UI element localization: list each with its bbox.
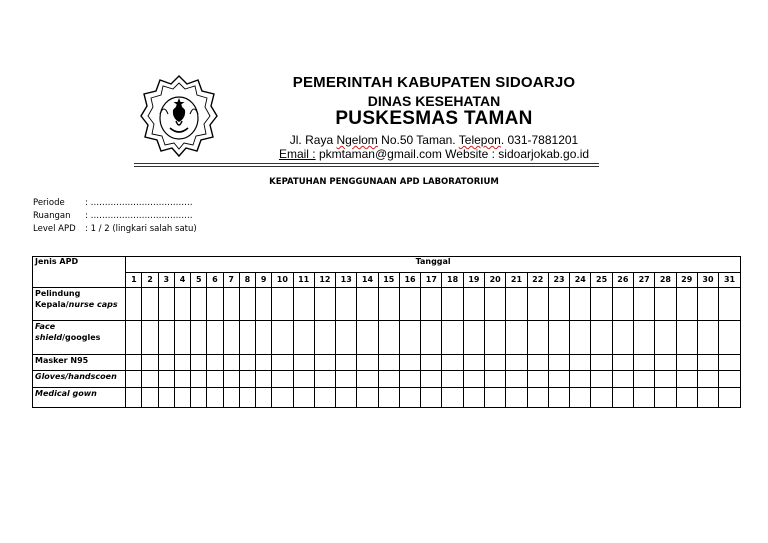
check-cell[interactable] <box>207 321 223 355</box>
check-cell[interactable] <box>293 287 314 321</box>
check-cell[interactable] <box>378 354 399 370</box>
date-cell: 30 <box>697 273 718 287</box>
address-phone-word: Telepon <box>458 133 501 147</box>
date-row <box>33 273 741 287</box>
check-cell[interactable] <box>142 287 158 321</box>
check-cell[interactable] <box>570 387 591 407</box>
check-cell[interactable] <box>719 387 741 407</box>
check-cell[interactable] <box>272 354 293 370</box>
check-cell[interactable] <box>399 354 420 370</box>
check-cell[interactable] <box>293 387 314 407</box>
check-cell[interactable] <box>399 387 420 407</box>
check-cell[interactable] <box>442 354 463 370</box>
check-cell[interactable] <box>191 371 207 387</box>
meta-periode <box>33 198 193 208</box>
email-website: pkmtaman@gmail.com Website : sidoarjokab.go.id <box>315 147 590 161</box>
check-cell[interactable] <box>207 387 223 407</box>
check-cell[interactable] <box>634 354 655 370</box>
check-cell[interactable] <box>655 387 676 407</box>
check-cell[interactable] <box>463 321 484 355</box>
date-cell: 5 <box>191 273 207 287</box>
check-cell[interactable] <box>142 371 158 387</box>
date-cell: 4 <box>174 273 190 287</box>
check-cell[interactable] <box>719 371 741 387</box>
check-cell[interactable] <box>442 287 463 321</box>
check-cell[interactable] <box>485 354 506 370</box>
ruangan-label: Ruangan <box>33 211 71 221</box>
date-cell: 24 <box>570 273 591 287</box>
check-cell[interactable] <box>158 354 174 370</box>
check-cell[interactable] <box>421 387 442 407</box>
apd-label-line1: Medical gown <box>35 388 97 398</box>
letterhead-divider-top <box>134 163 599 164</box>
check-cell[interactable] <box>272 371 293 387</box>
check-cell[interactable] <box>272 387 293 407</box>
check-cell[interactable] <box>548 287 569 321</box>
check-cell[interactable] <box>126 321 142 355</box>
date-cell: 19 <box>463 273 484 287</box>
check-cell[interactable] <box>506 321 527 355</box>
apd-label-line1: Masker N95 <box>35 355 89 365</box>
date-cell: 2 <box>142 273 158 287</box>
apd-row <box>33 354 741 370</box>
apd-label-line1: Gloves/handscoen <box>35 372 117 382</box>
check-cell[interactable] <box>174 321 190 355</box>
check-cell[interactable] <box>256 387 272 407</box>
check-cell[interactable] <box>442 387 463 407</box>
check-cell[interactable] <box>239 387 255 407</box>
check-cell[interactable] <box>314 321 335 355</box>
check-cell[interactable] <box>591 287 612 321</box>
check-cell[interactable] <box>378 287 399 321</box>
check-cell[interactable] <box>207 371 223 387</box>
check-cell[interactable] <box>357 371 378 387</box>
check-cell[interactable] <box>570 354 591 370</box>
date-cell: 10 <box>272 273 293 287</box>
check-cell[interactable] <box>591 354 612 370</box>
letterhead-government: PEMERINTAH KABUPATEN SIDOARJO <box>292 74 576 91</box>
apd-label-line2-a: Kepala/ <box>35 299 69 309</box>
check-cell[interactable] <box>591 371 612 387</box>
check-cell[interactable] <box>612 354 633 370</box>
check-cell[interactable] <box>634 387 655 407</box>
apd-compliance-table <box>32 256 741 408</box>
date-cell: 12 <box>314 273 335 287</box>
date-cell: 29 <box>676 273 697 287</box>
date-cell: 14 <box>357 273 378 287</box>
check-cell[interactable] <box>207 354 223 370</box>
check-cell[interactable] <box>527 354 548 370</box>
check-cell[interactable] <box>357 321 378 355</box>
check-cell[interactable] <box>676 287 697 321</box>
check-cell[interactable] <box>293 321 314 355</box>
check-cell[interactable] <box>158 287 174 321</box>
check-cell[interactable] <box>191 354 207 370</box>
check-cell[interactable] <box>591 387 612 407</box>
apd-row <box>33 287 741 321</box>
check-cell[interactable] <box>314 354 335 370</box>
date-cell: 15 <box>378 273 399 287</box>
address-prefix: Jl. Raya <box>289 133 337 147</box>
check-cell[interactable] <box>676 371 697 387</box>
check-cell[interactable] <box>506 287 527 321</box>
date-cell: 6 <box>207 273 223 287</box>
check-cell[interactable] <box>223 354 239 370</box>
check-cell[interactable] <box>142 387 158 407</box>
date-cell: 28 <box>655 273 676 287</box>
apd-label <box>33 387 126 407</box>
check-cell[interactable] <box>293 371 314 387</box>
check-cell[interactable] <box>719 287 741 321</box>
date-cell: 31 <box>719 273 741 287</box>
date-cell: 3 <box>158 273 174 287</box>
periode-value: : ……………………………… <box>85 198 193 208</box>
header-row <box>33 257 741 273</box>
check-cell[interactable] <box>399 287 420 321</box>
date-cell: 26 <box>612 273 633 287</box>
check-cell[interactable] <box>485 287 506 321</box>
check-cell[interactable] <box>174 354 190 370</box>
date-cell: 18 <box>442 273 463 287</box>
check-cell[interactable] <box>421 287 442 321</box>
check-cell[interactable] <box>655 371 676 387</box>
check-cell[interactable] <box>239 354 255 370</box>
periode-label: Periode <box>33 198 65 208</box>
check-cell[interactable] <box>463 371 484 387</box>
check-cell[interactable] <box>719 354 741 370</box>
check-cell[interactable] <box>676 321 697 355</box>
check-cell[interactable] <box>223 321 239 355</box>
check-cell[interactable] <box>463 387 484 407</box>
date-cell: 21 <box>506 273 527 287</box>
letterhead-institution: PUSKESMAS TAMAN <box>335 108 533 129</box>
check-cell[interactable] <box>442 321 463 355</box>
check-cell[interactable] <box>421 354 442 370</box>
check-cell[interactable] <box>158 371 174 387</box>
date-cell: 1 <box>126 273 142 287</box>
check-cell[interactable] <box>591 321 612 355</box>
check-cell[interactable] <box>527 371 548 387</box>
date-cell: 17 <box>421 273 442 287</box>
email-label: Email : <box>278 147 316 161</box>
check-cell[interactable] <box>442 371 463 387</box>
check-cell[interactable] <box>548 371 569 387</box>
check-cell[interactable] <box>612 371 633 387</box>
level-label: Level APD <box>33 224 76 234</box>
check-cell[interactable] <box>399 321 420 355</box>
check-cell[interactable] <box>697 387 718 407</box>
apd-label <box>33 321 126 355</box>
apd-row <box>33 387 741 407</box>
check-cell[interactable] <box>336 287 357 321</box>
apd-label-line2 <box>35 332 123 343</box>
apd-label-line2-b: nurse caps <box>68 299 118 309</box>
check-cell[interactable] <box>174 371 190 387</box>
check-cell[interactable] <box>697 287 718 321</box>
check-cell[interactable] <box>314 387 335 407</box>
date-cell: 27 <box>634 273 655 287</box>
date-cell: 13 <box>336 273 357 287</box>
check-cell[interactable] <box>223 287 239 321</box>
check-cell[interactable] <box>256 371 272 387</box>
check-cell[interactable] <box>634 371 655 387</box>
check-cell[interactable] <box>421 371 442 387</box>
check-cell[interactable] <box>485 371 506 387</box>
check-cell[interactable] <box>378 371 399 387</box>
check-cell[interactable] <box>357 387 378 407</box>
check-cell[interactable] <box>527 387 548 407</box>
check-cell[interactable] <box>126 371 142 387</box>
check-cell[interactable] <box>191 387 207 407</box>
check-cell[interactable] <box>570 371 591 387</box>
date-cell: 16 <box>399 273 420 287</box>
check-cell[interactable] <box>527 321 548 355</box>
check-cell[interactable] <box>336 321 357 355</box>
date-cell: 8 <box>239 273 255 287</box>
apd-label-line2 <box>35 299 123 310</box>
check-cell[interactable] <box>336 371 357 387</box>
check-cell[interactable] <box>357 287 378 321</box>
check-cell[interactable] <box>570 287 591 321</box>
check-cell[interactable] <box>634 321 655 355</box>
check-cell[interactable] <box>570 321 591 355</box>
apd-row <box>33 321 741 355</box>
date-cell: 23 <box>548 273 569 287</box>
date-cell: 9 <box>256 273 272 287</box>
check-cell[interactable] <box>293 354 314 370</box>
check-cell[interactable] <box>158 387 174 407</box>
header-tanggal: Tanggal <box>126 257 741 273</box>
check-cell[interactable] <box>506 387 527 407</box>
check-cell[interactable] <box>676 354 697 370</box>
check-cell[interactable] <box>256 287 272 321</box>
check-cell[interactable] <box>191 321 207 355</box>
check-cell[interactable] <box>126 387 142 407</box>
check-cell[interactable] <box>719 321 741 355</box>
check-cell[interactable] <box>463 354 484 370</box>
sidoarjo-emblem-logo <box>140 74 218 158</box>
check-cell[interactable] <box>634 287 655 321</box>
check-cell[interactable] <box>485 387 506 407</box>
check-cell[interactable] <box>548 354 569 370</box>
check-cell[interactable] <box>126 287 142 321</box>
date-cell: 7 <box>223 273 239 287</box>
letterhead-address <box>268 133 600 147</box>
address-street-word: Ngelom <box>336 133 378 147</box>
check-cell[interactable] <box>142 354 158 370</box>
check-cell[interactable] <box>191 287 207 321</box>
check-cell[interactable] <box>314 371 335 387</box>
check-cell[interactable] <box>655 287 676 321</box>
apd-label <box>33 287 126 321</box>
check-cell[interactable] <box>506 371 527 387</box>
letterhead-divider-bottom <box>134 166 599 167</box>
address-mid: No.50 Taman. <box>377 133 459 147</box>
check-cell[interactable] <box>174 287 190 321</box>
check-cell[interactable] <box>336 354 357 370</box>
check-cell[interactable] <box>655 354 676 370</box>
check-cell[interactable] <box>697 371 718 387</box>
check-cell[interactable] <box>378 321 399 355</box>
date-cell: 11 <box>293 273 314 287</box>
letterhead-contact <box>268 147 600 161</box>
check-cell[interactable] <box>421 321 442 355</box>
check-cell[interactable] <box>256 321 272 355</box>
check-cell[interactable] <box>527 287 548 321</box>
check-cell[interactable] <box>485 321 506 355</box>
check-cell[interactable] <box>126 354 142 370</box>
check-cell[interactable] <box>612 387 633 407</box>
apd-label-line2-b: /googles <box>62 333 101 343</box>
ruangan-value: : ……………………………… <box>85 211 193 221</box>
check-cell[interactable] <box>697 321 718 355</box>
check-cell[interactable] <box>655 321 676 355</box>
date-cell: 25 <box>591 273 612 287</box>
check-cell[interactable] <box>336 387 357 407</box>
date-cell: 22 <box>527 273 548 287</box>
check-cell[interactable] <box>612 287 633 321</box>
check-cell[interactable] <box>207 287 223 321</box>
document-title: KEPATUHAN PENGGUNAAN APD LABORATORIUM <box>269 177 499 187</box>
check-cell[interactable] <box>506 354 527 370</box>
apd-label <box>33 371 126 387</box>
meta-ruangan <box>33 211 193 221</box>
check-cell[interactable] <box>676 387 697 407</box>
check-cell[interactable] <box>548 321 569 355</box>
check-cell[interactable] <box>239 287 255 321</box>
check-cell[interactable] <box>357 354 378 370</box>
apd-label-line2-a: shield <box>35 333 63 343</box>
check-cell[interactable] <box>239 321 255 355</box>
check-cell[interactable] <box>223 387 239 407</box>
letterhead-department: DINAS KESEHATAN <box>367 93 501 109</box>
check-cell[interactable] <box>223 371 239 387</box>
check-cell[interactable] <box>463 287 484 321</box>
meta-level-apd <box>33 224 197 234</box>
check-cell[interactable] <box>697 354 718 370</box>
address-phone-number: . 031-7881201 <box>500 133 579 147</box>
apd-label-line1: Pelindung <box>35 288 81 298</box>
header-jenis-apd: Jenis APD <box>33 257 126 288</box>
check-cell[interactable] <box>174 387 190 407</box>
level-value: : 1 / 2 (lingkari salah satu) <box>85 224 197 234</box>
apd-row <box>33 371 741 387</box>
check-cell[interactable] <box>272 321 293 355</box>
check-cell[interactable] <box>158 321 174 355</box>
check-cell[interactable] <box>314 287 335 321</box>
check-cell[interactable] <box>399 371 420 387</box>
apd-label-line1: Face <box>35 322 56 332</box>
check-cell[interactable] <box>548 387 569 407</box>
check-cell[interactable] <box>378 387 399 407</box>
date-cell: 20 <box>485 273 506 287</box>
apd-label <box>33 354 126 370</box>
check-cell[interactable] <box>612 321 633 355</box>
check-cell[interactable] <box>239 371 255 387</box>
check-cell[interactable] <box>272 287 293 321</box>
check-cell[interactable] <box>142 321 158 355</box>
check-cell[interactable] <box>256 354 272 370</box>
